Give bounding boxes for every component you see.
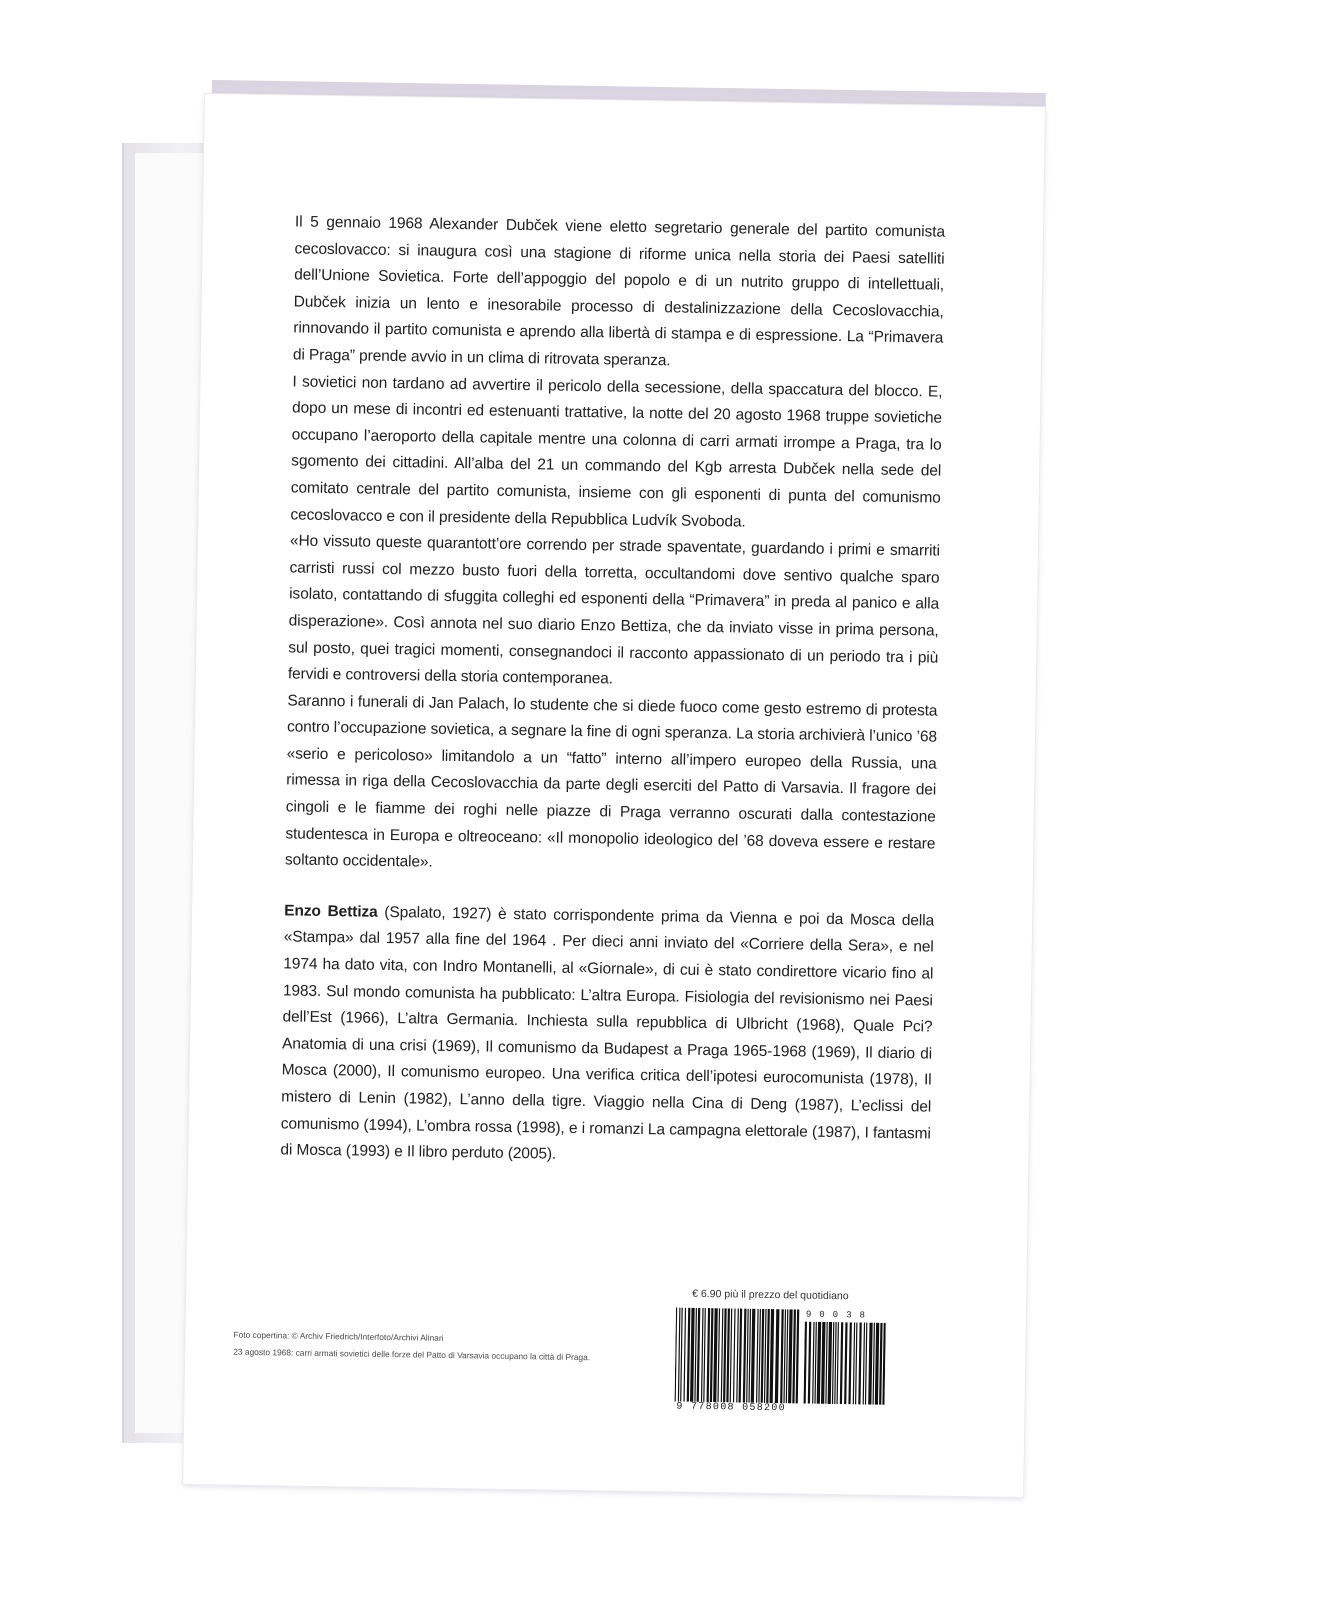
blurb-paragraph: «Ho vissuto queste quarantott’ore correndo per strade spaventate, guardando i primi e smarriti carristi russi col mezzo busto fuori della torretta, occultandomi dove sentivo qualche sparo isolato, contattando di sfuggita colleghi ed esponenti della “Primavera” in preda al panico e alla disperazione». Così annota nel suo diario Enzo Bettiza, che da inviato visse in prima persona, sul posto, quei tragici momenti, consegnandoci il racconto appassionato di un periodo tra i più fervidi e controversi della storia contemporanea. <box>287 532 941 688</box>
blurb-paragraph: Il 5 gennaio 1968 Alexander Dubček viene eletto segretario generale del partito comunista cecoslovacco: si inaugura così una stagione di riforme unica nella storia dei Paesi satelliti dell’Unione Sovietica. Forte dell’appoggio del popolo e di un nutrito gruppo di intellettuali, Dubček inizia un lento e inesorabile processo di destalinizzazione della Cecoslovacchia, rinnovando il partito comunista e aprendo alla libertà di stampa e di espressione. La “Primavera di Praga” prende avvio in un clima di ritrovata speranza. <box>292 213 946 370</box>
cover-text <box>280 209 945 1174</box>
barcode-addon <box>804 1322 886 1405</box>
price-label: € 6.90 più il prezzo del quotidiano <box>692 1287 849 1303</box>
back-cover-page <box>183 94 1045 1497</box>
photo-credit-line: Foto copertina: © Archiv Friedrich/Interfoto/Archivi Alinari <box>233 1329 444 1343</box>
barcode-addon-digits: 9 0 0 3 8 <box>805 1309 867 1321</box>
author-bio <box>280 898 934 1174</box>
author-bio-text: (Spalato, 1927) è stato corrispondente prima da Vienna e poi da Mosca della «Stampa» dal 1957 alla fine del 1964 . Per dieci anni inviato del «Corriere della Sera», e nel 1974 ha dato vita, con Indro Montanelli, al «Giornale», di cui è stato condirettore vicario fino al 1983. Sul mondo comunista ha pubblicato: L’altra Europa. Fisiologia del revisionismo nei Paesi dell’Est (1966), L’altra Germania. Inchiesta sulla repubblica di Ulbricht (1968), Quale Pci? Anatomia di una crisi (1969), Il comunismo da Budapest a Praga 1965-1968 (1969), Il diario di Mosca (2000), Il comunismo europeo. Una verifica critica dell’ipotesi eurocomunista (1978), Il mistero di Lenin (1982), L’anno della tigre. Viaggio nella Cina di Deng (1987), L’eclissi del comunismo (1994), L’ombra rossa (1998), e i romanzi La campagna elettorale (1987), I fantasmi di Mosca (1993) e Il libro perduto (2005). <box>280 903 935 1163</box>
author-name: Enzo Bettiza <box>284 902 378 921</box>
blurb-paragraph: I sovietici non tardano ad avvertire il pericolo della secessione, della spaccatura del blocco. E, dopo un mese di incontri ed estenuanti trattative, la notte del 20 agosto 1968 truppe sovietiche occupano l’aeroporto della capitale mentre una colonna di carri armati irrompe a Praga, tra lo sgomento dei cittadini. All’alba del 21 un commando del Kgb arresta Dubček nella sede del comitato centrale del partito comunista, insieme con gli esponenti di punta del comunismo cecoslovacco e con il presidente della Repubblica Ludvík Svoboda. <box>290 372 943 531</box>
blurb-paragraph: Saranno i funerali di Jan Palach, lo studente che si diede fuoco come gesto estremo di protesta contro l’occupazione sovietica, a segnare la fine di ogni speranza. La storia archivierà l’unico ’68 «serio e pericoloso» limitandolo a un “fatto” interno all’impero europeo della Russia, una rimessa in riga della Cecoslovacchia da parte degli eserciti del Patto di Varsavia. Il fragore dei cingoli e le fiamme dei roghi nelle piazze di Praga verranno oscurati dalla contestazione studentesca in Europa e oltreoceano: «Il monopolio ideologico del ’68 doveva essere e restare soltanto occidentale». <box>284 692 938 871</box>
barcode-digits: 9 778008 058200 <box>676 1401 787 1415</box>
photo-caption-line: 23 agosto 1968: carri armati sovietici delle forze del Patto di Varsavia occupano la città di Praga. <box>233 1346 591 1363</box>
photo-credits <box>233 1327 633 1367</box>
